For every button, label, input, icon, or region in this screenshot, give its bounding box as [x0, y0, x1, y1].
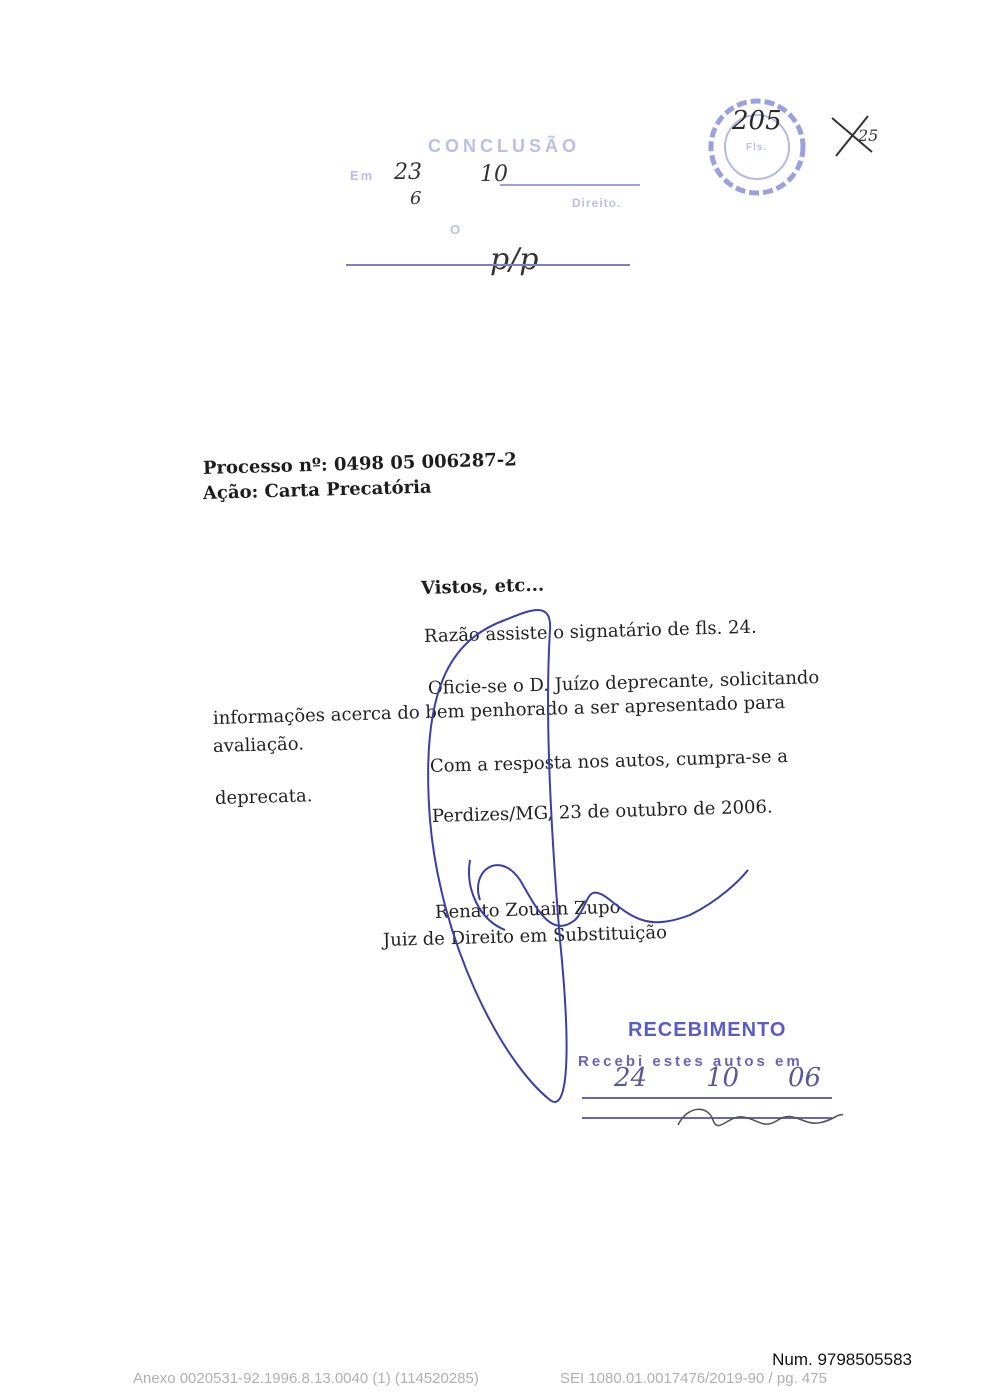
paragraph-3-line-1: Com a resposta nos autos, cumpra-se a [429, 746, 789, 777]
conclusao-stamp-line2-suffix: Direito. [572, 196, 622, 210]
folio-side-number: 25 [858, 126, 879, 145]
paragraph-2-line-1: Oficie-se o D. Juízo deprecante, solicitando [427, 667, 820, 699]
greeting: Vistos, etc... [420, 574, 545, 599]
conclusao-stamp-line2-value: 6 [410, 188, 422, 209]
acao-value: Carta Precatória [264, 476, 432, 503]
recebimento-month: 10 [706, 1063, 740, 1093]
paragraph-1: Razão assiste o signatário de fls. 24. [423, 616, 757, 647]
recebimento-year: 06 [788, 1063, 822, 1093]
conclusao-stamp-rule-2 [346, 264, 630, 266]
conclusao-stamp-line3: O [450, 222, 465, 237]
recebimento-text: Recebi estes autos em [578, 1053, 803, 1070]
processo-label: Processo nº: [202, 454, 328, 479]
acao-line [203, 477, 432, 504]
conclusao-stamp-initials: p/p [490, 242, 539, 277]
conclusao-stamp [340, 130, 650, 290]
folio-side-mark [828, 112, 898, 192]
conclusao-stamp-title: CONCLUSÃO [428, 136, 580, 156]
footer-sei: SEI 1080.01.0017476/2019-90 / pg. 475 [560, 1370, 827, 1387]
recebimento-initials-icon [668, 1095, 848, 1145]
paragraph-2-line-2: informações acerca do bem penhorado a ser apresentado para [212, 692, 786, 729]
processo-number: 0498 05 006287-2 [333, 449, 517, 476]
footer-anexo: Anexo 0020531-92.1996.8.13.0040 (1) (114520285) [133, 1370, 479, 1387]
footer-num: Num. 9798505583 [772, 1350, 912, 1369]
folio-stamp [702, 92, 842, 202]
signatory-title: Juiz de Direito em Substituição [382, 922, 668, 951]
signatory-name: Renato Zouain Zupo [434, 896, 621, 923]
paragraph-2-line-3: avaliação. [212, 733, 305, 757]
conclusao-stamp-rule-1 [500, 184, 640, 186]
recebimento-title: RECEBIMENTO [628, 1019, 787, 1041]
conclusao-stamp-em: Em [350, 168, 375, 183]
processo-line [203, 449, 517, 479]
paragraph-3-line-2: deprecata. [214, 785, 313, 809]
recebimento-day: 24 [614, 1063, 648, 1093]
acao-label: Ação: [202, 481, 259, 504]
conclusao-stamp-month: 10 [480, 162, 508, 187]
folio-label: Fls. [746, 142, 768, 153]
conclusao-stamp-day: 23 [394, 160, 422, 185]
folio-number: 205 [732, 106, 782, 136]
place-date: Perdizes/MG, 23 de outubro de 2006. [431, 796, 773, 827]
recebimento-stamp [578, 1015, 848, 1155]
